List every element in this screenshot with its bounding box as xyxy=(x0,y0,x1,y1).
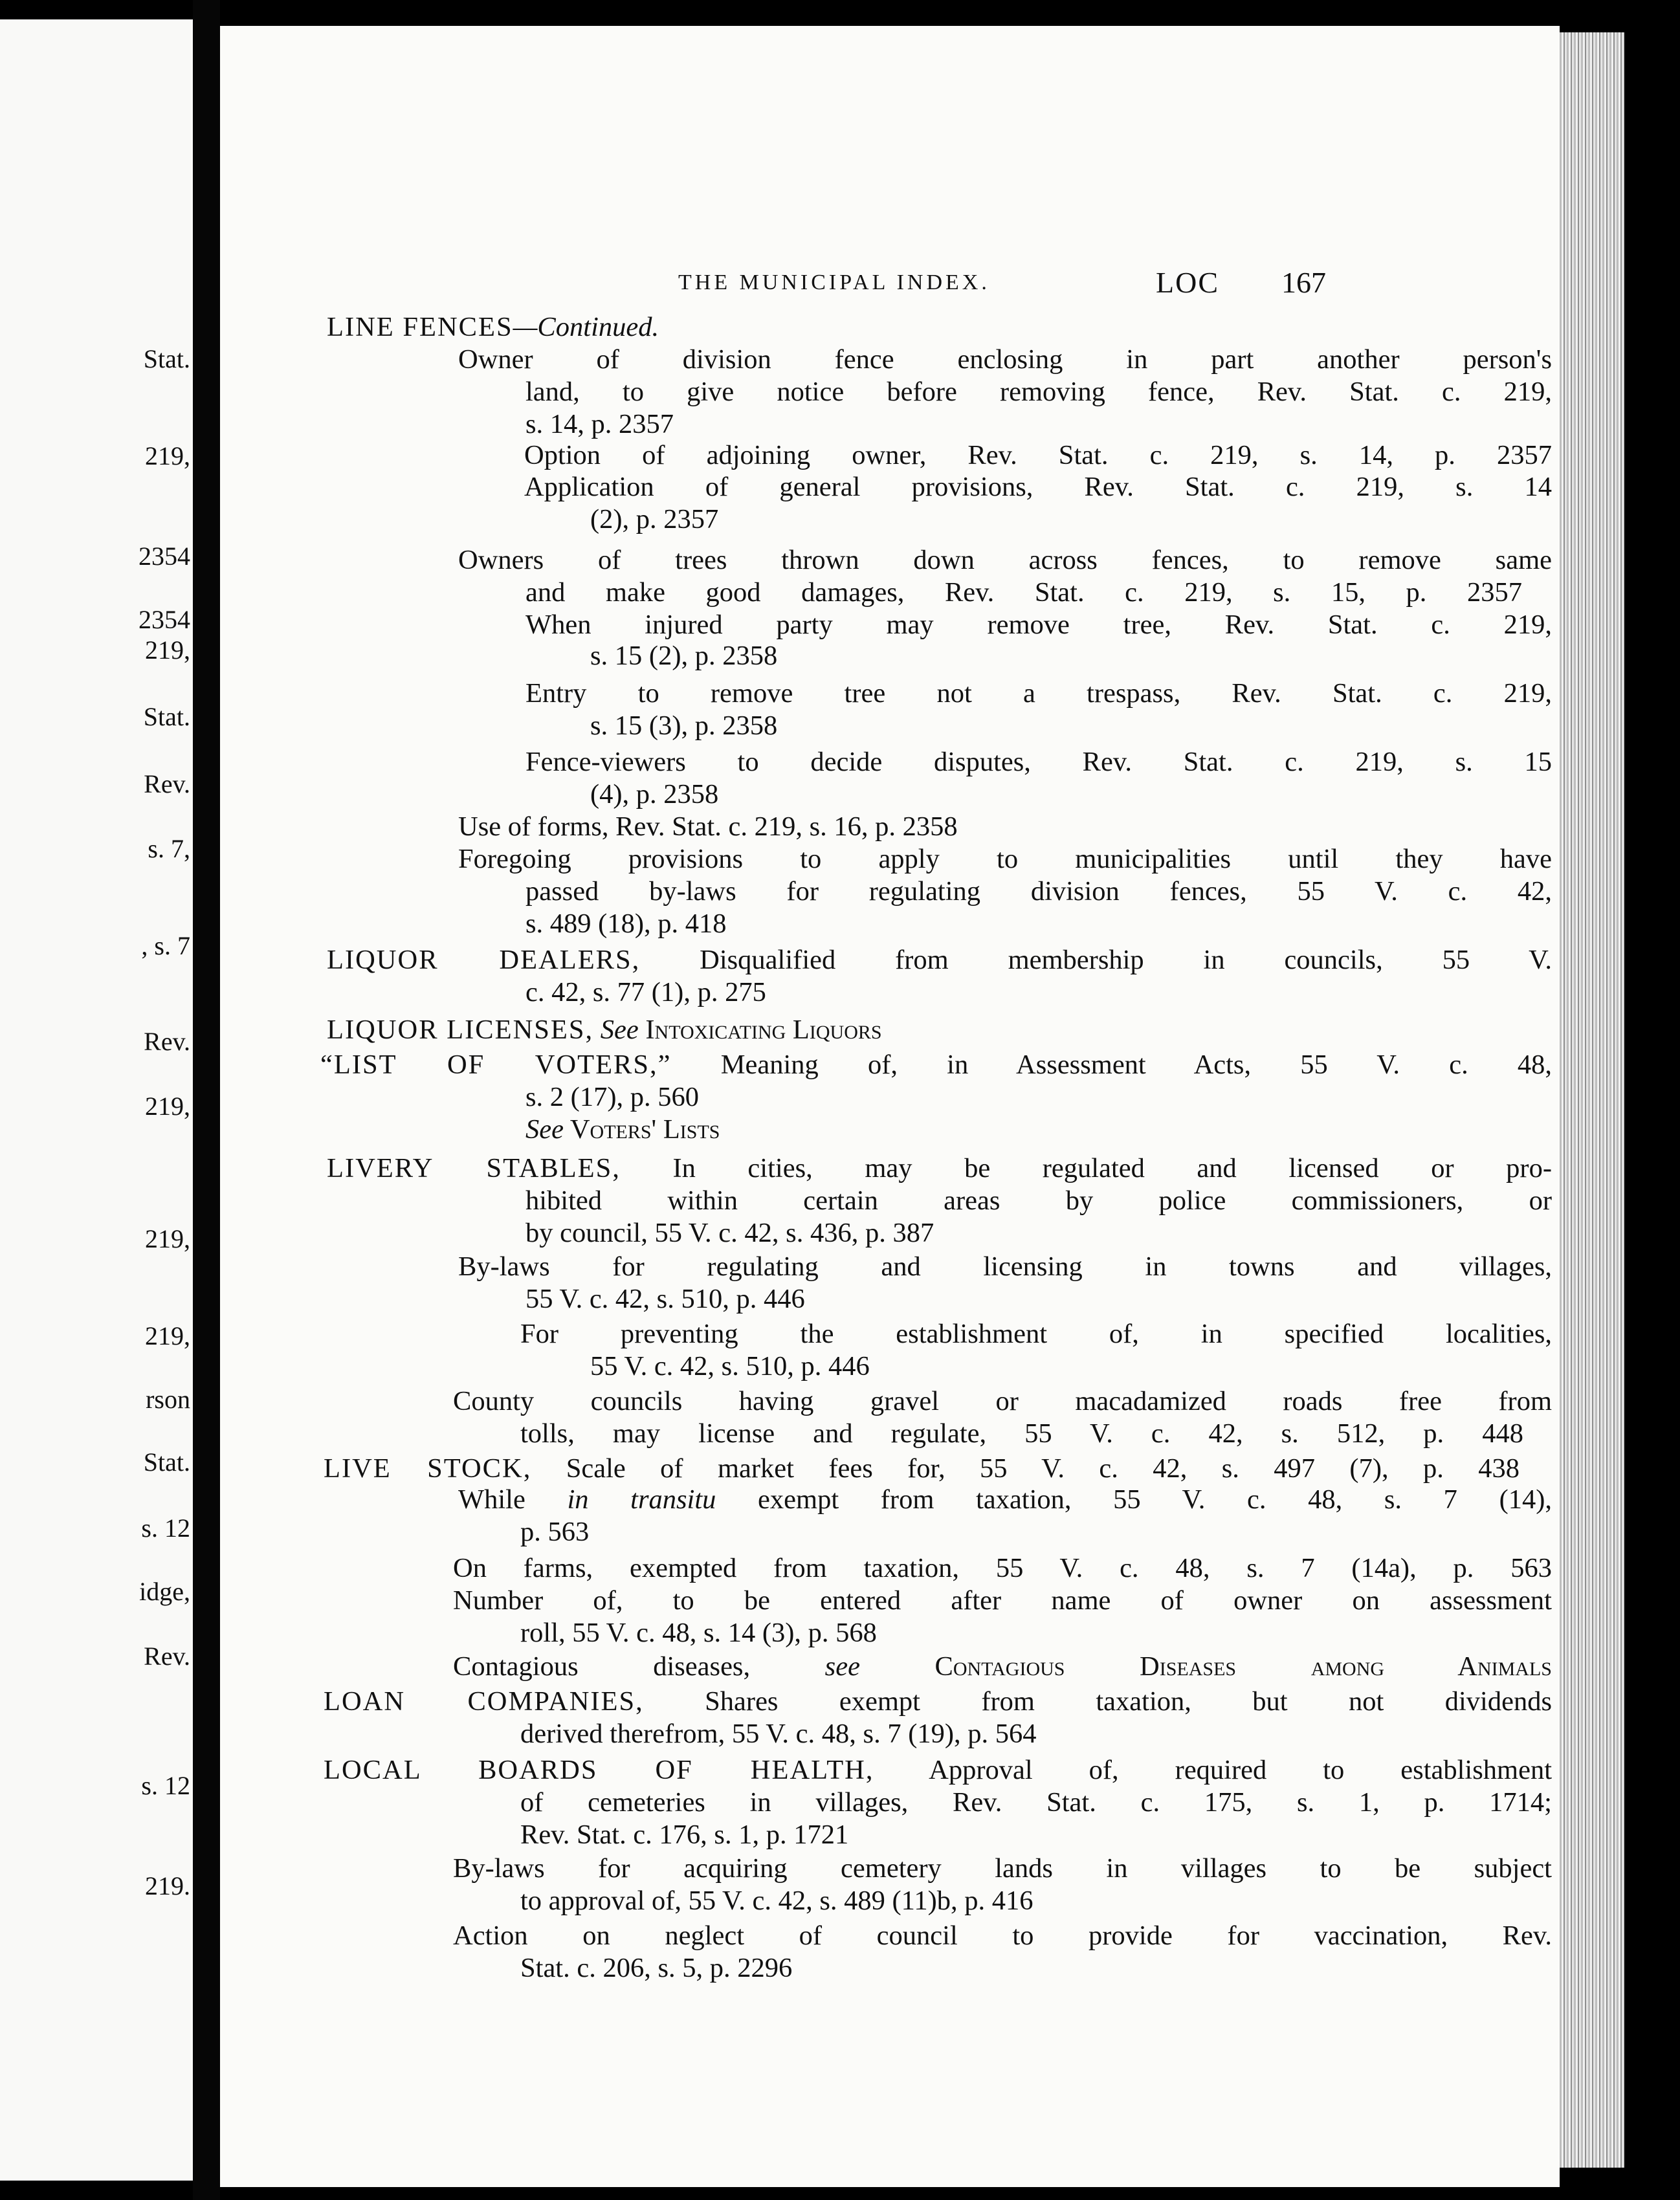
continued-note: —Continued. xyxy=(513,312,659,342)
entry-heading: LIVERY STABLES, xyxy=(327,1153,621,1183)
index-line: s. 15 (2), p. 2358 xyxy=(590,641,778,671)
index-line: hibited within certain areas by police commissioners, or xyxy=(525,1185,1552,1216)
left-fragment: idge, xyxy=(139,1577,190,1606)
index-line: For preventing the establishment of, in specified localities, xyxy=(520,1319,1552,1349)
index-line: p. 563 xyxy=(520,1517,590,1547)
entry-heading: “LIST OF VOTERS,” xyxy=(320,1050,672,1080)
left-fragment: 2354 xyxy=(138,605,190,634)
cross-reference: Intoxicating Liquors xyxy=(638,1015,882,1045)
index-line: by council, 55 V. c. 42, s. 436, p. 387 xyxy=(525,1218,934,1248)
index-line: Action on neglect of council to provide for vaccination, Rev. xyxy=(453,1920,1552,1951)
left-fragment: Rev. xyxy=(144,1642,190,1671)
index-line: Owner of division fence enclosing in part another person's xyxy=(458,344,1552,375)
book-gutter xyxy=(193,0,220,2200)
cross-reference: Voters' Lists xyxy=(563,1114,720,1145)
index-line: 55 V. c. 42, s. 510, p. 446 xyxy=(590,1351,870,1381)
cross-reference: Contagious Diseases among Animals xyxy=(859,1651,1552,1682)
index-line: Rev. Stat. c. 176, s. 1, p. 1721 xyxy=(520,1820,849,1850)
index-line: Fence-viewers to decide disputes, Rev. Stat. c. 219, s. 15 xyxy=(525,747,1552,777)
entry-line xyxy=(327,947,1552,974)
entry-text: While xyxy=(458,1484,525,1515)
left-fragment: Rev. xyxy=(144,769,190,798)
index-line: Entry to remove tree not a trespass, Rev. Stat. c. 219, xyxy=(525,678,1552,709)
entry-text: Meaning of, in Assessment Acts, 55 V. c. 48, xyxy=(671,1050,1553,1080)
entry-text: In cities, may be regulated and licensed or pro- xyxy=(620,1153,1552,1183)
see-reference: See xyxy=(593,1015,639,1045)
index-line: roll, 55 V. c. 48, s. 14 (3), p. 568 xyxy=(520,1618,877,1648)
index-page xyxy=(220,26,1560,2187)
left-fragment: Stat. xyxy=(143,1447,190,1477)
left-page-edge xyxy=(0,19,193,2181)
entry-heading: LIVE STOCK, xyxy=(324,1453,532,1484)
latin-phrase: in transitu xyxy=(525,1484,716,1515)
entry-text: Approval of, required to establishment xyxy=(874,1755,1553,1785)
index-line: By-laws for acquiring cemetery lands in villages to be subject xyxy=(453,1853,1552,1884)
index-line: s. 15 (3), p. 2358 xyxy=(590,710,778,741)
entry-heading-line xyxy=(327,314,659,342)
index-line: County councils having gravel or macadamized roads free from xyxy=(453,1386,1552,1416)
entry-line xyxy=(324,1688,1552,1716)
index-line: Use of forms, Rev. Stat. c. 219, s. 16, p. 2358 xyxy=(458,811,958,842)
index-line: c. 42, s. 77 (1), p. 275 xyxy=(525,977,766,1007)
left-fragment: s. 12 xyxy=(141,1513,190,1543)
index-line: s. 489 (18), p. 418 xyxy=(525,908,727,939)
left-fragment: s. 12 xyxy=(141,1771,190,1800)
index-line: Foregoing provisions to apply to municipalities until they have xyxy=(458,844,1552,874)
entry-heading: LINE FENCES xyxy=(327,312,513,342)
entry-heading: LOCAL BOARDS OF HEALTH, xyxy=(324,1755,874,1785)
index-line: (2), p. 2357 xyxy=(590,504,719,534)
section-letters: LOC xyxy=(1156,266,1219,299)
index-line: passed by-laws for regulating division fences, 55 V. c. 42, xyxy=(525,876,1552,907)
index-line: of cemeteries in villages, Rev. Stat. c. 175, s. 1, p. 1714; xyxy=(520,1787,1552,1818)
entry-line xyxy=(324,1455,1520,1483)
index-line: s. 2 (17), p. 560 xyxy=(525,1082,699,1112)
entry-line xyxy=(327,1017,882,1044)
index-line: s. 14, p. 2357 xyxy=(525,409,674,439)
index-line: (4), p. 2358 xyxy=(590,779,719,809)
entry-text: exempt from taxation, 55 V. c. 48, s. 7 (14), xyxy=(716,1484,1552,1515)
index-line: Stat. c. 206, s. 5, p. 2296 xyxy=(520,1953,793,1983)
entry-text: Disqualified from membership in councils, 55 V. xyxy=(640,945,1552,975)
left-fragment: 219, xyxy=(145,1092,190,1121)
entry-text: Contagious diseases, xyxy=(453,1651,751,1682)
left-fragment: Stat. xyxy=(143,702,190,731)
entry-text: Shares exempt from taxation, but not dividends xyxy=(643,1686,1552,1717)
page-header xyxy=(220,265,1560,304)
entry-heading: LIQUOR LICENSES, xyxy=(327,1015,594,1045)
entry-line xyxy=(453,1653,1552,1681)
index-line: Owners of trees thrown down across fences, to remove same xyxy=(458,545,1552,575)
index-line: to approval of, 55 V. c. 42, s. 489 (11)b, p. 416 xyxy=(520,1886,1033,1916)
index-line: tolls, may license and regulate, 55 V. c. 42, s. 512, p. 448 xyxy=(520,1418,1523,1449)
left-fragment: 219, xyxy=(145,441,190,470)
left-fragment: s. 7, xyxy=(148,834,190,863)
index-line: When injured party may remove tree, Rev. Stat. c. 219, xyxy=(525,610,1552,640)
running-head: THE MUNICIPAL INDEX. xyxy=(678,270,990,294)
index-line: Application of general provisions, Rev. Stat. c. 219, s. 14 xyxy=(524,472,1552,502)
left-fragment: 219, xyxy=(145,1224,190,1253)
index-line: derived therefrom, 55 V. c. 48, s. 7 (19), p. 564 xyxy=(520,1719,1037,1749)
entry-heading: LIQUOR DEALERS, xyxy=(327,945,641,975)
see-reference: See xyxy=(525,1114,564,1145)
left-fragment: Rev. xyxy=(144,1027,190,1056)
index-line: Option of adjoining owner, Rev. Stat. c. 219, s. 14, p. 2357 xyxy=(524,440,1552,470)
page-number: 167 xyxy=(1281,266,1326,299)
left-fragment: rson xyxy=(146,1385,190,1414)
entry-line xyxy=(458,1486,1552,1514)
entry-line xyxy=(525,1116,720,1144)
index-line: and make good damages, Rev. Stat. c. 219, s. 15, p. 2357 xyxy=(525,577,1522,608)
page-stack-edge xyxy=(1560,32,1624,2168)
index-line: land, to give notice before removing fence, Rev. Stat. c. 219, xyxy=(525,377,1552,407)
index-line: Number of, to be entered after name of owner on assessment xyxy=(453,1585,1552,1616)
entry-line xyxy=(320,1051,1552,1079)
see-reference: see xyxy=(750,1651,860,1682)
entry-text: Scale of market fees for, 55 V. c. 42, s. 497 (7), p. 438 xyxy=(531,1453,1520,1484)
left-fragment: 2354 xyxy=(138,542,190,571)
entry-line xyxy=(327,1155,1552,1183)
left-fragment: 219. xyxy=(145,1871,190,1900)
left-fragment: Stat. xyxy=(143,344,190,373)
left-fragment: 219, xyxy=(145,1321,190,1350)
index-line: By-laws for regulating and licensing in towns and villages, xyxy=(458,1251,1552,1282)
left-fragment: 219, xyxy=(145,635,190,665)
entry-heading: LOAN COMPANIES, xyxy=(324,1686,644,1717)
index-line: 55 V. c. 42, s. 510, p. 446 xyxy=(525,1284,805,1314)
entry-line xyxy=(324,1757,1552,1785)
index-line: On farms, exempted from taxation, 55 V. c. 48, s. 7 (14a), p. 563 xyxy=(453,1553,1552,1583)
left-fragment: , s. 7 xyxy=(141,931,190,960)
